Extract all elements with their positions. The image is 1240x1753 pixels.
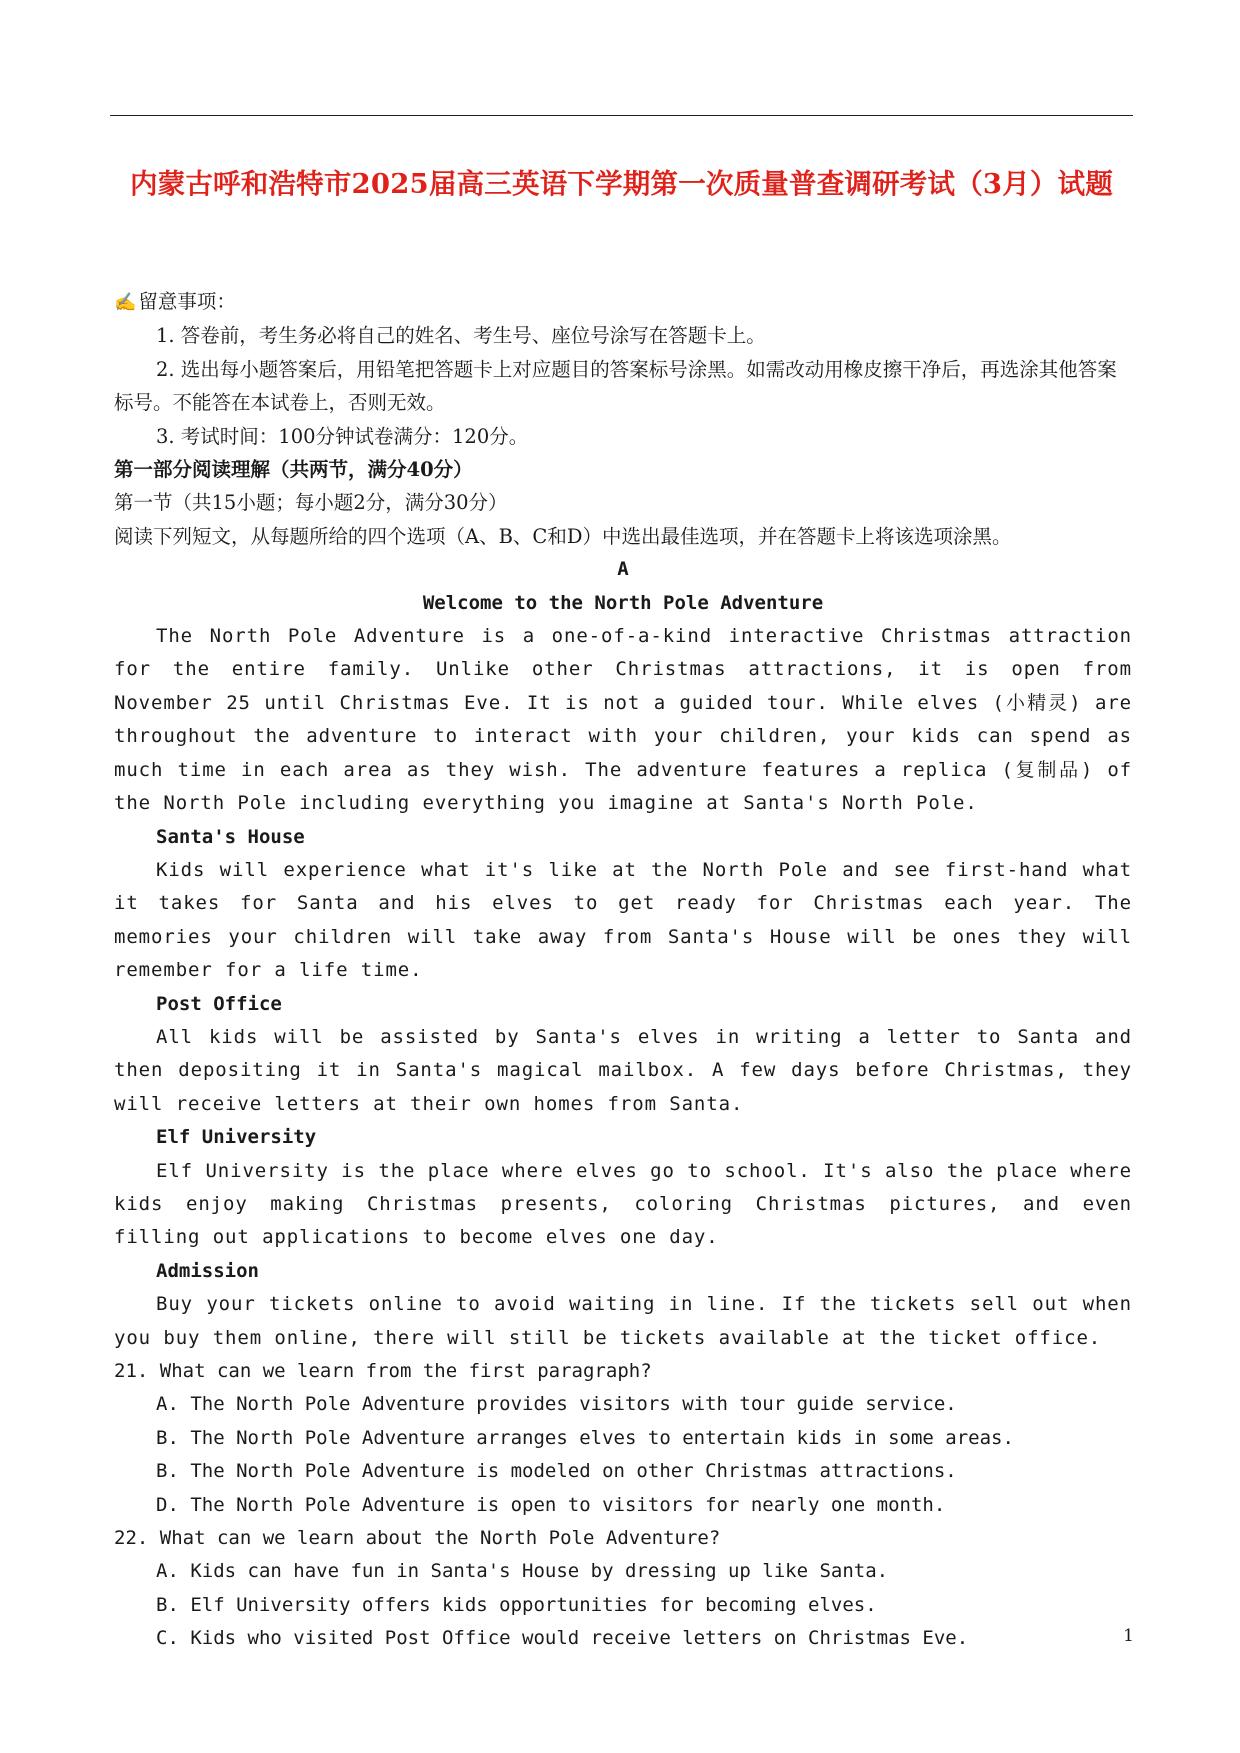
answer-option: A. Kids can have fun in Santa's House by dressing up like Santa. — [156, 1560, 889, 1583]
notice-heading-text: 留意事项： — [138, 290, 236, 313]
notice-item: 3. 考试时间：100分钟试卷满分：120分。 — [156, 424, 529, 448]
answer-option: B. Elf University offers kids opportunities for becoming elves. — [156, 1593, 877, 1616]
instruction: 阅读下列短文，从每题所给的四个选项（A、B、C和D）中选出最佳选项，并在答题卡上将该选项涂黑。 — [114, 524, 1012, 548]
section-heading: Santa's House — [156, 825, 305, 848]
section-heading: Post Office — [156, 992, 282, 1015]
question-stem: 21. What can we learn from the first paragraph? — [114, 1360, 652, 1382]
section-text: All kids will be assisted by Santa's elves in writing a letter to Santa and then depositing it in Santa's magical mailbox. A few days before Christmas, they will receive letters at their own homes from Santa. — [114, 1025, 1132, 1115]
question-stem: 22. What can we learn about the North Pole Adventure? — [114, 1527, 721, 1550]
answer-option: C. Kids who visited Post Office would receive letters on Christmas Eve. — [156, 1627, 969, 1650]
section-text: Elf University is the place where elves go to school. It's also the place where kids enjoy making Christmas presents, coloring Christmas pictures, and even filling out applications to become elves one day. — [114, 1159, 1132, 1249]
notice-heading — [114, 285, 1132, 319]
exam-body — [114, 285, 1132, 1656]
part1-heading: 第一部分阅读理解（共两节，满分40分） — [114, 458, 473, 482]
notice-item: 1. 答卷前，考生务必将自己的姓名、考生号、座位号涂写在答题卡上。 — [156, 324, 766, 348]
section-heading: Admission — [156, 1259, 259, 1282]
page-number: 1 — [1123, 1626, 1134, 1646]
passage-title: Welcome to the North Pole Adventure — [422, 591, 824, 614]
answer-option: B. The North Pole Adventure is modeled on other Christmas attractions. — [156, 1460, 957, 1483]
answer-option: A. The North Pole Adventure provides visitors with tour guide service. — [156, 1393, 957, 1416]
header-rule — [110, 115, 1133, 116]
answer-option: D. The North Pole Adventure is open to visitors for nearly one month. — [156, 1493, 946, 1516]
page-title: 内蒙古呼和浩特市2025届高三英语下学期第一次质量普查调研考试（3月）试题 — [129, 168, 1114, 200]
answer-option: B. The North Pole Adventure arranges elves to entertain kids in some areas. — [156, 1426, 1014, 1449]
section1-heading: 第一节（共15小题；每小题2分，满分30分） — [114, 491, 508, 515]
passage-intro: The North Pole Adventure is a one-of-a-kind interactive Christmas attraction for the entire family. Unlike other Christmas attractions, it is open from November 25 until Christmas Eve. It is not a guided tour. While elves (小精灵) are throughout the adventure to interact with your children, your kids can spend as much time in each area as they wish. The adventure features a replica (复制品) of the North Pole including everything you imagine at Santa's North Pole. — [114, 625, 1132, 815]
section-text: Buy your tickets online to avoid waiting in line. If the tickets sell out when you buy them online, there will still be tickets available at the ticket office. — [114, 1293, 1132, 1349]
notice-item: 2. 选出每小题答案后，用铅笔把答题卡上对应题目的答案标号涂黑。如需改动用橡皮擦干净后，再选涂其他答案标号。不能答在本试卷上，否则无效。 — [114, 357, 1117, 415]
pen-icon: ✍ — [114, 292, 137, 313]
passage-letter: A — [617, 558, 629, 581]
section-text: Kids will experience what it's like at the North Pole and see first-hand what it takes for Santa and his elves to get ready for Christmas each year. The memories your children will take away from Santa's House will be ones they will remember for a life time. — [114, 858, 1132, 982]
section-heading: Elf University — [156, 1126, 317, 1149]
